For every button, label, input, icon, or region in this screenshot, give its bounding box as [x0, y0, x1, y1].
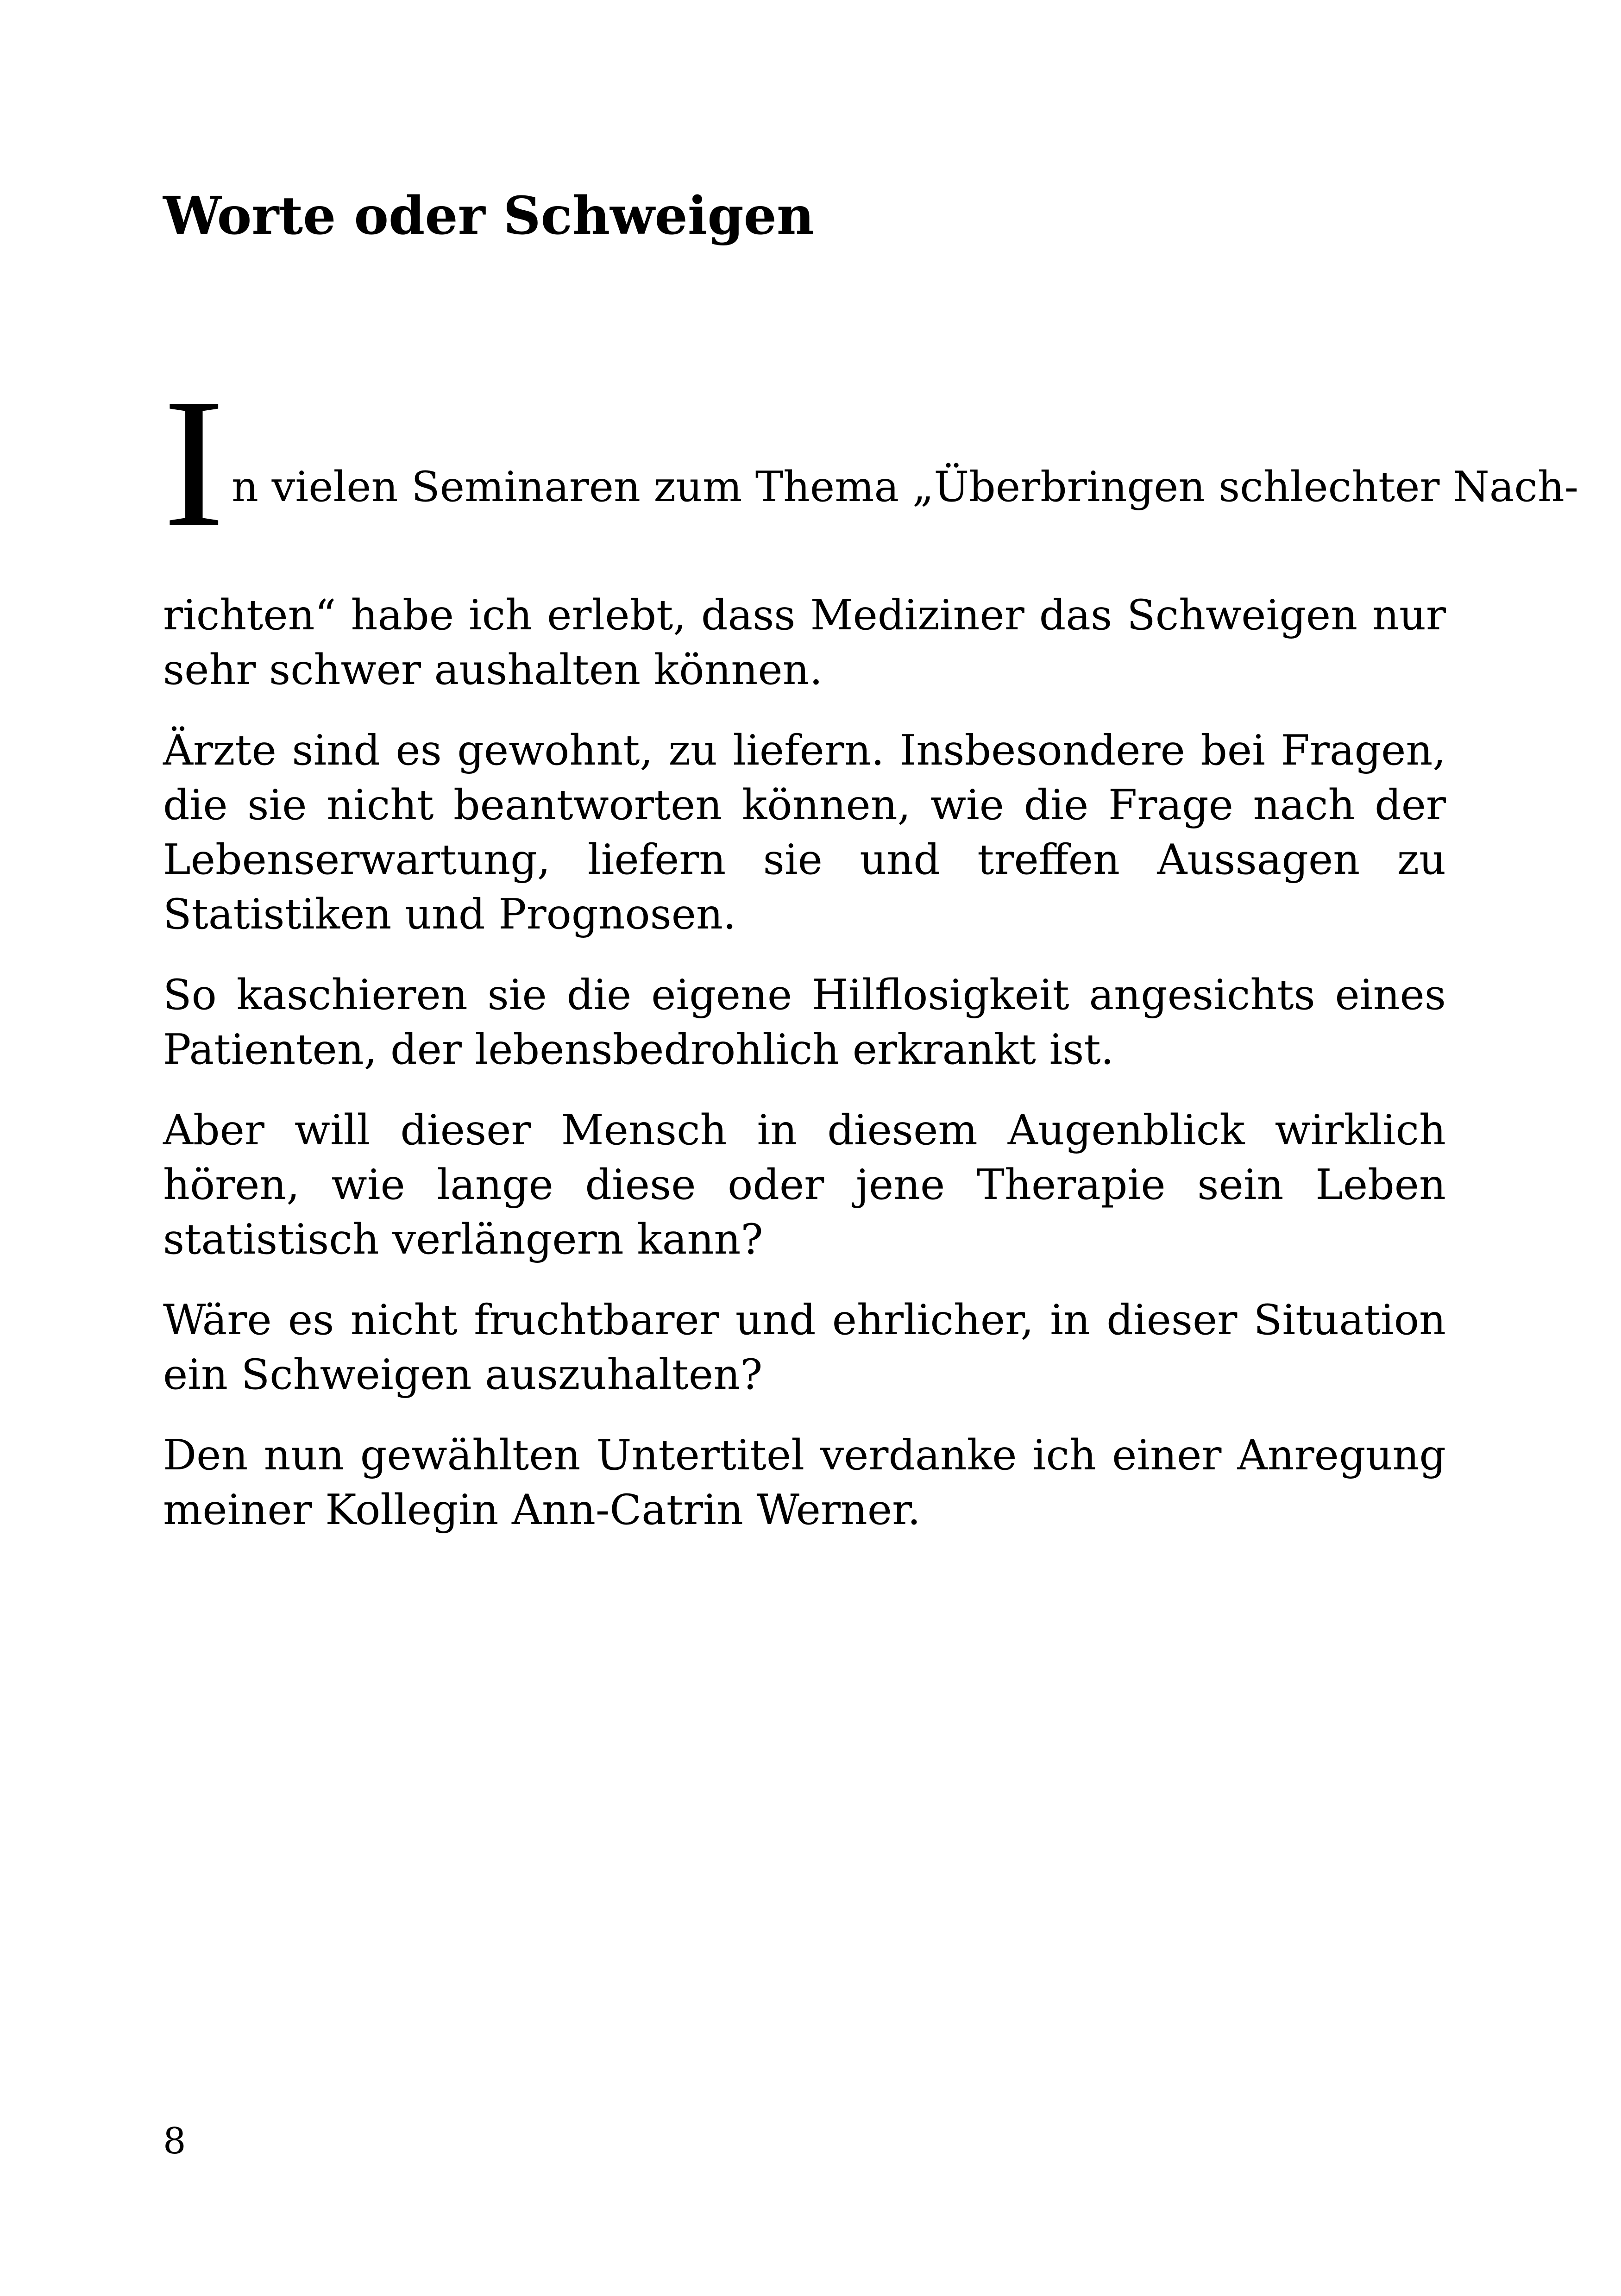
page-number: 8	[163, 2120, 186, 2162]
paragraph: Aber will dieser Mensch in diesem Augenblick wirklich hören, wie lange diese oder jene Therapie sein Leben statistisch verlängern kann?	[163, 1106, 1446, 1264]
paragraph: richten“ habe ich erlebt, dass Mediziner das Schweigen nur sehr schwer aushalten können.	[163, 591, 1446, 694]
first-line-text: n vielen Seminaren zum Thema „Überbringen schlechter Nach-	[232, 463, 1579, 511]
chapter-title: Worte oder Schweigen	[163, 186, 815, 246]
paragraph: Ärzte sind es gewohnt, zu liefern. Insbesondere bei Fragen, die sie nicht beantworten können, wie die Frage nach der Lebenserwartung, liefern sie und treffen Aussagen zu Statistiken und Prognosen.	[163, 726, 1446, 939]
paragraph: So kaschieren sie die eigene Hilflosigkeit angesichts eines Patienten, der lebensbedrohlich erkrankt ist.	[163, 971, 1446, 1074]
paragraph: Wäre es nicht fruchtbarer und ehrlicher, in dieser Situation ein Schweigen auszuhalten?	[163, 1296, 1446, 1399]
body-text	[163, 588, 1446, 1563]
paragraph: Den nun gewählten Untertitel verdanke ich einer Anregung meiner Kollegin Ann-Catrin Werner.	[163, 1431, 1446, 1534]
drop-cap-letter: I	[163, 360, 225, 565]
